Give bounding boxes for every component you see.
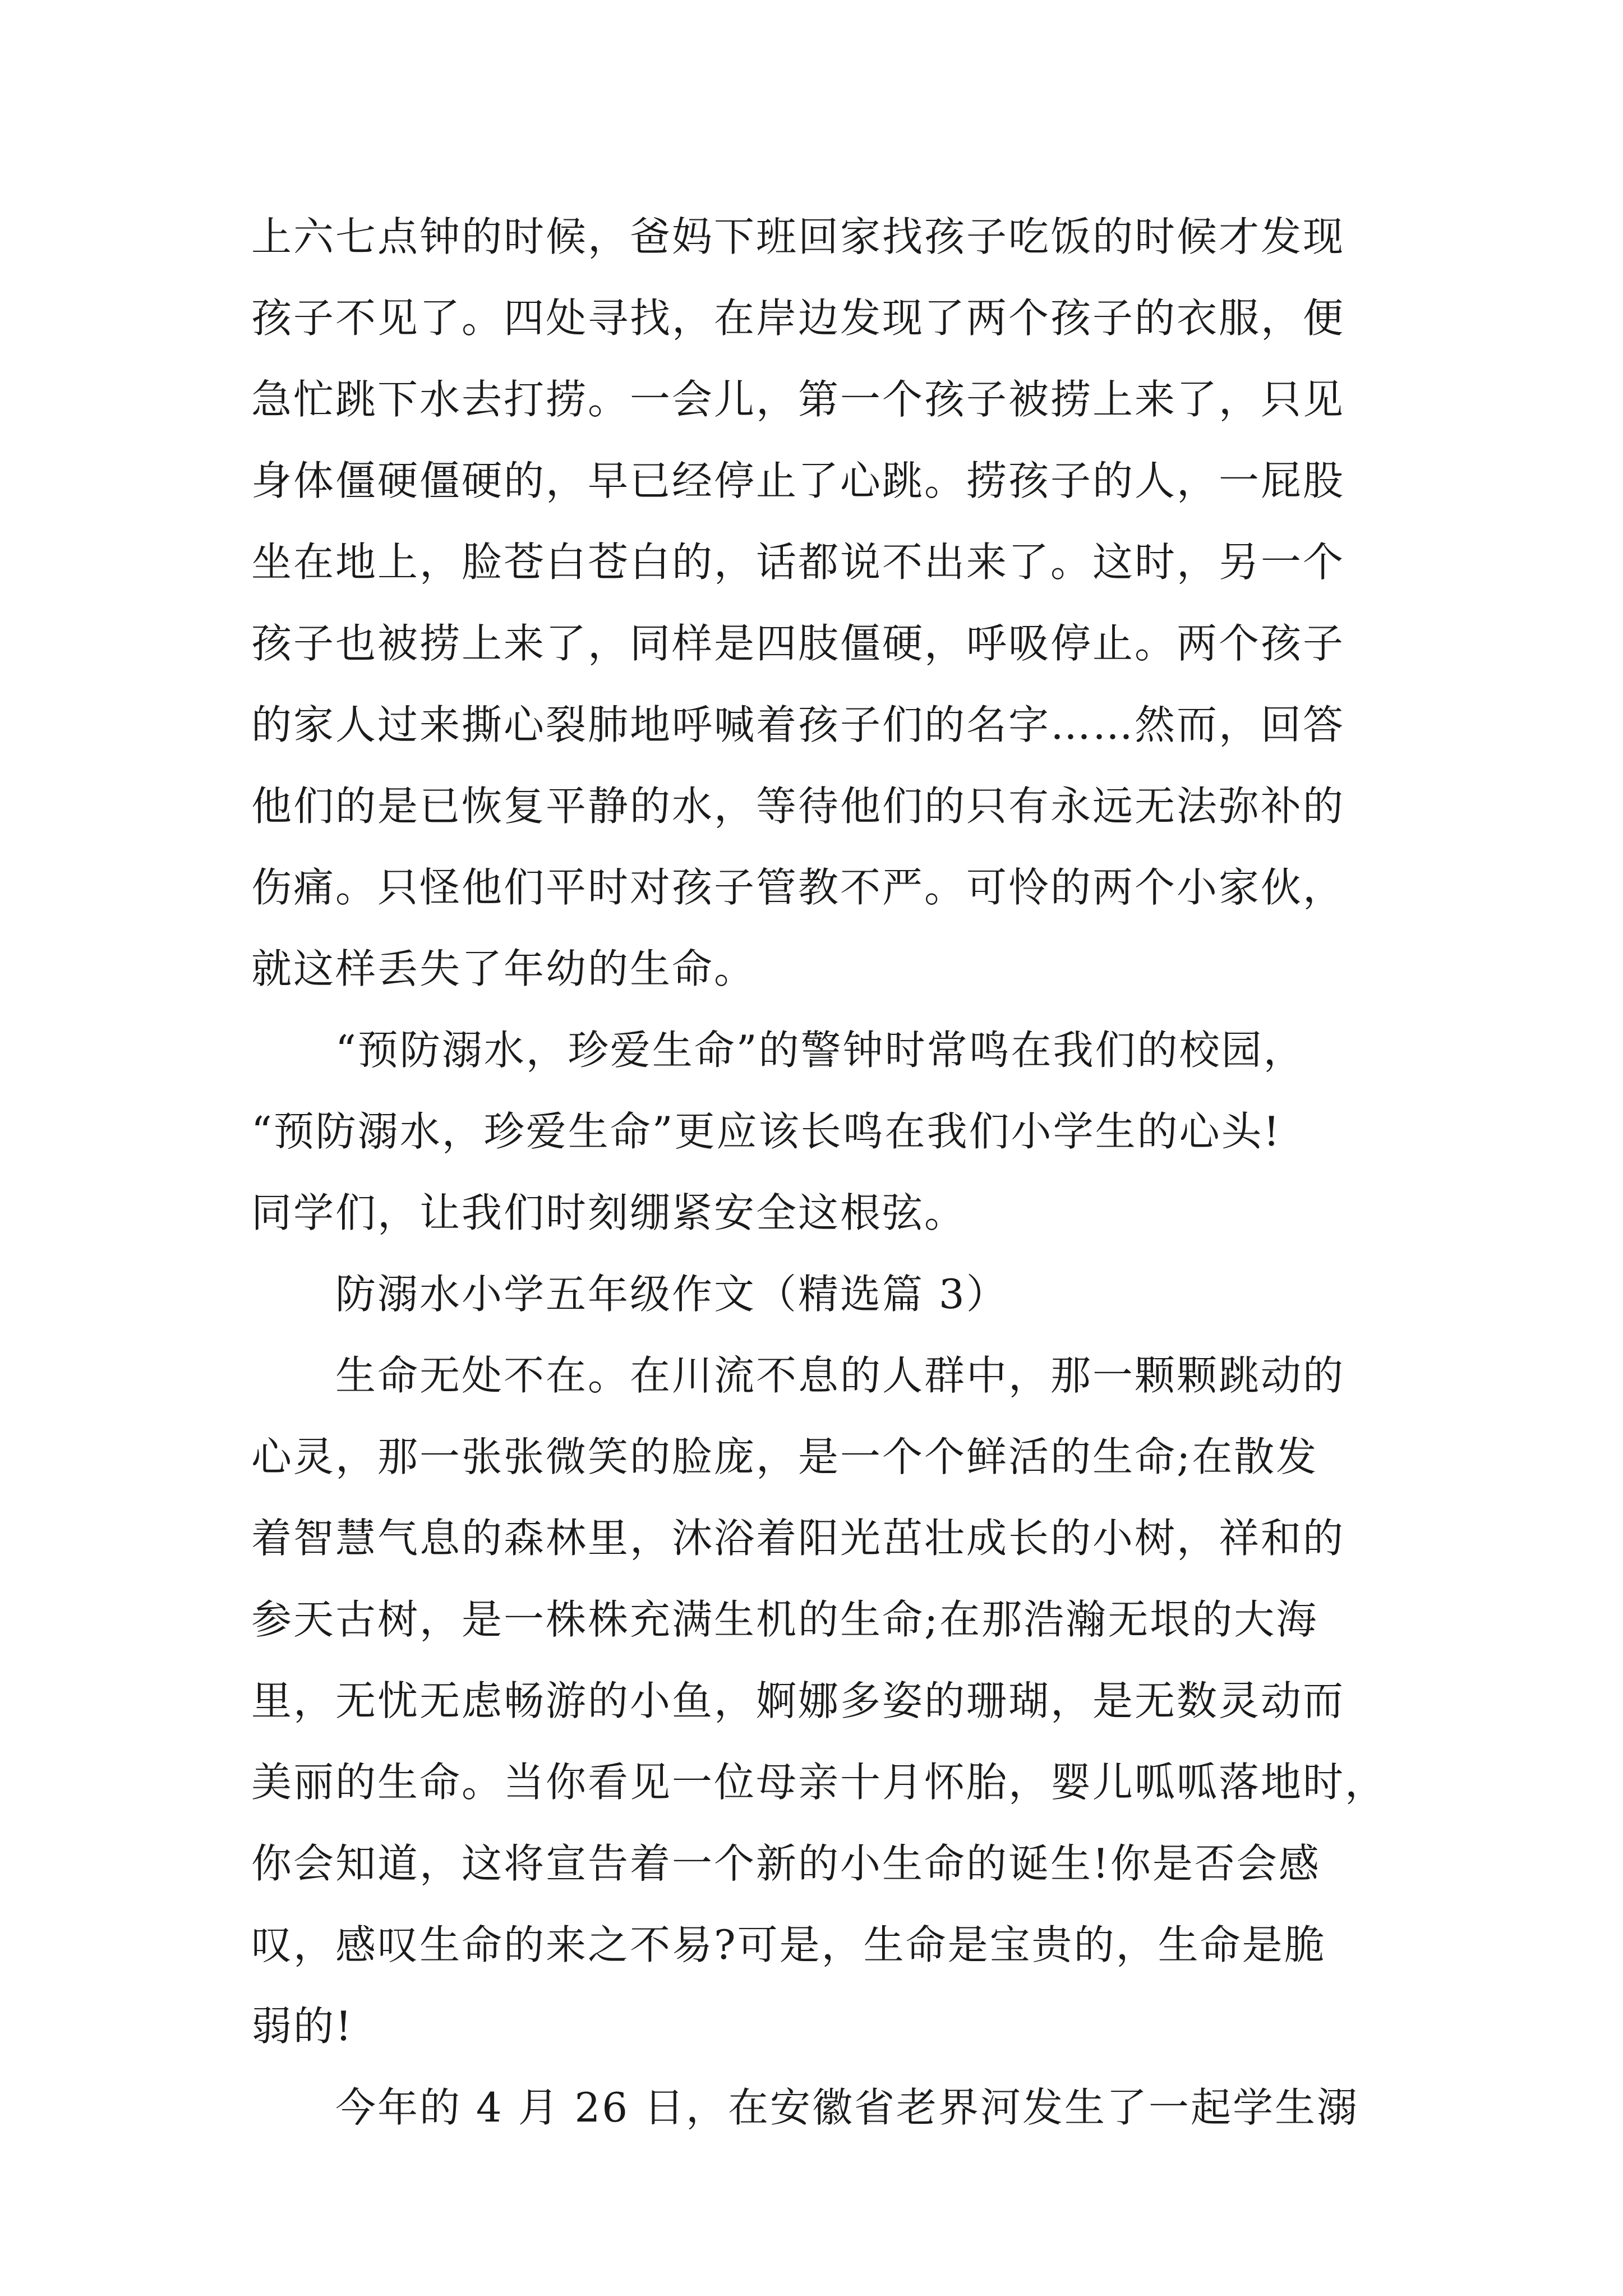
text-line: 今年的 4 月 26 日，在安徽省老界河发生了一起学生溺 [251, 2084, 1359, 2131]
text-line: 叹，感叹生命的来之不易?可是，生命是宝贵的，生命是脆 [251, 1921, 1326, 1968]
text-line: 孩子也被捞上来了，同样是四肢僵硬，呼吸停止。两个孩子 [251, 620, 1345, 667]
text-line: 着智慧气息的森林里，沐浴着阳光茁壮成长的小树，祥和的 [251, 1515, 1345, 1562]
text-line: 急忙跳下水去打捞。一会儿，第一个孩子被捞上来了，只见 [251, 376, 1345, 423]
text-line: “预防溺水，珍爱生命”的警钟时常鸣在我们的校园， [251, 1027, 1306, 1074]
text-line: 孩子不见了。四处寻找，在岸边发现了两个孩子的衣服，便 [251, 295, 1345, 342]
text-line: 你会知道，这将宣告着一个新的小生命的诞生!你是否会感 [251, 1840, 1321, 1887]
text-line: 的家人过来撕心裂肺地呼喊着孩子们的名字……然而，回答 [251, 701, 1345, 748]
text-line: 心灵，那一张张微笑的脸庞，是一个个鲜活的生命;在散发 [251, 1433, 1318, 1480]
document-body [251, 196, 1408, 2148]
text-line: 里，无忧无虑畅游的小鱼，婀娜多姿的珊瑚，是无数灵动而 [251, 1677, 1345, 1724]
text-line: 伤痛。只怪他们平时对孩子管教不严。可怜的两个小家伙， [251, 864, 1345, 911]
text-line: 生命无处不在。在川流不息的人群中，那一颗颗跳动的 [251, 1352, 1345, 1399]
text-line: 他们的是已恢复平静的水，等待他们的只有永远无法弥补的 [251, 783, 1345, 830]
text-line: 上六七点钟的时候，爸妈下班回家找孩子吃饭的时候才发现 [251, 213, 1345, 260]
text-line: 美丽的生命。当你看见一位母亲十月怀胎，婴儿呱呱落地时， [251, 1759, 1387, 1806]
text-line: 同学们，让我们时刻绷紧安全这根弦。 [251, 1189, 967, 1236]
text-line: 参天古树，是一株株充满生机的生命;在那浩瀚无垠的大海 [251, 1596, 1318, 1643]
text-line: “预防溺水，珍爱生命”更应该长鸣在我们小学生的心头! [251, 1108, 1281, 1155]
text-line: 坐在地上，脸苍白苍白的，话都说不出来了。这时，另一个 [251, 539, 1345, 586]
text-line: 就这样丢失了年幼的生命。 [251, 945, 757, 992]
section-heading: 防溺水小学五年级作文（精选篇 3） [251, 1271, 1008, 1318]
text-line: 身体僵硬僵硬的，早已经停止了心跳。捞孩子的人，一屁股 [251, 457, 1345, 504]
text-line: 弱的! [251, 2003, 353, 2050]
